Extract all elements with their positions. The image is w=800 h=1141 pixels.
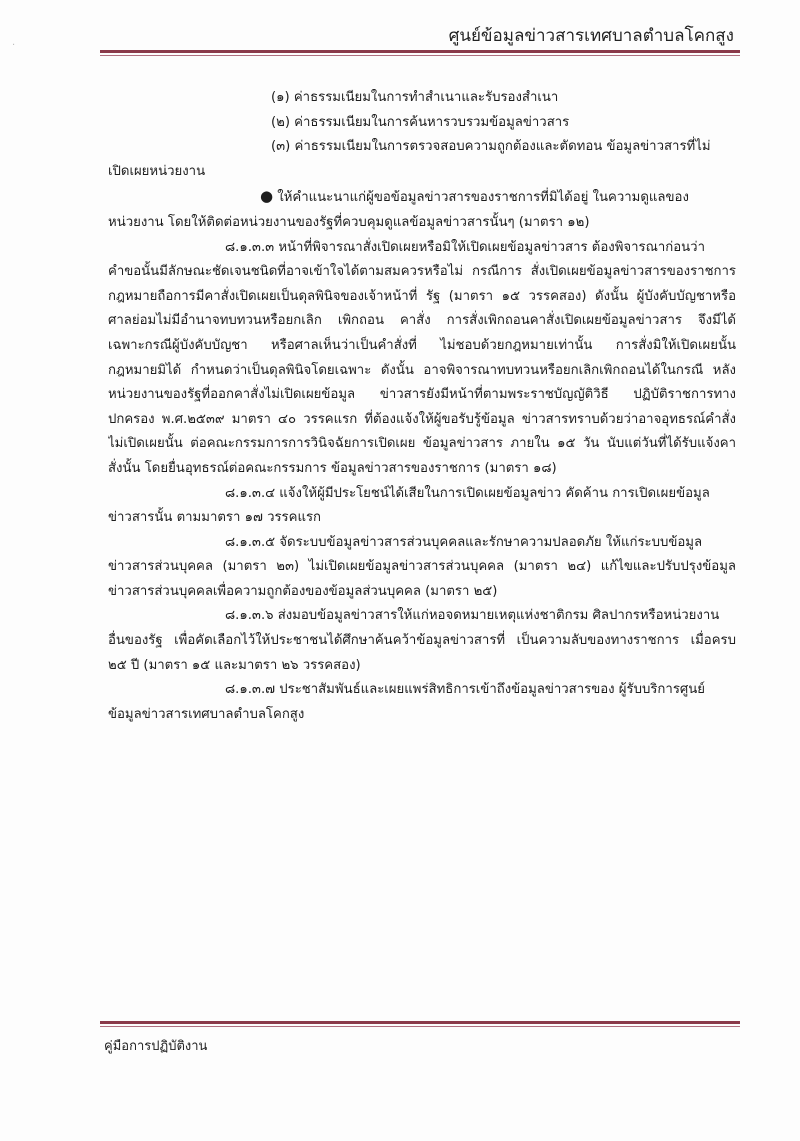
bullet-line-2: หน่วยงาน โดยให้ติดต่อหน่วยงานของรัฐที่ควบคุมดูแลข้อมูลข่าวสารนั้นๆ (มาตรา ๑๒) [108, 214, 590, 230]
para-8135-line: ข่าวสารส่วนบุคคลเพื่อความถูกต้องของข้อมูลส่วนบุคคล (มาตรา ๒๕) [108, 583, 498, 599]
bullet-line-1 [108, 184, 736, 211]
para-8133-line: ปกครอง พ.ศ.๒๕๓๙ มาตรา ๔๐ วรรคแรก ที่ต้องแจ้งให้ผู้ขอรับรู้ข้อมูล ข่าวสารทราบด้วยว่าอาจอุทธรณ์คำสั่ง [108, 411, 736, 427]
para-8133-line: กฎหมายมิได้ กำหนดว่าเป็นดุลพินิจโดยเฉพาะ ดังนั้น อาจพิจารณาทบทวนหรือยกเลิกเพิกถอนได้ในกรณี หลัง [108, 362, 736, 378]
para-8133-line: ๘.๑.๓.๓ หน้าที่พิจารณาสั่งเปิดเผยหรือมิให้เปิดเผยข้อมูลข่าวสาร ต้องพิจารณาก่อนว่า [225, 239, 705, 255]
fee-item-2: (๒) ค่าธรรมเนียมในการค้นหารวบรวมข้อมูลข่าวสาร [271, 114, 570, 130]
para-8134-line: ๘.๑.๓.๔ แจ้งให้ผู้มีประโยชน์ได้เสียในการเปิดเผยข้อมูลข่าว คัดค้าน การเปิดเผยข้อมูล [225, 485, 710, 501]
para-8135-line: ข่าวสารส่วนบุคคล (มาตรา ๒๓) ไม่เปิดเผยข้อมูลข่าวสารส่วนบุคคล (มาตรา ๒๔) แก้ไขและปรับปรุงข้อมูล [108, 559, 736, 575]
header-title: ศูนย์ข้อมูลข่าวสารเทศบาลตำบลโคกสูง [448, 26, 734, 46]
bullet-icon: ● [260, 187, 274, 206]
footer-rule [100, 1021, 740, 1027]
para-8136-line: ๒๕ ปี (มาตรา ๑๕ และมาตรา ๒๖ วรรคสอง) [108, 657, 361, 673]
para-8133-line: เฉพาะกรณีผู้บังคับบัญชา หรือศาลเห็นว่าเป็นคำสั่งที่ ไม่ชอบด้วยกฎหมายเท่านั้น การสั่งมิให้เปิดเผยนั้น [108, 337, 736, 353]
footer-text: คู่มือการปฏิบัติงาน [104, 1039, 208, 1054]
para-8133-line: ไม่เปิดเผยนั้น ต่อคณะกรรมการการวินิจฉัยการเปิดเผย ข้อมูลข่าวสาร ภายใน ๑๕ วัน นับแต่วันที่ได้รับแจ้งคา [108, 436, 736, 452]
fee-item-3: (๓) ค่าธรรมเนียมในการตรวจสอบความถูกต้องและตัดทอน ข้อมูลข่าวสารที่ไม่ [271, 139, 711, 155]
bullet-text: ให้คำแนะนาแก่ผู้ขอข้อมูลข่าวสารของราชการที่มิได้อยู่ ในความดูแลของ [273, 190, 689, 206]
para-8134-line: ข่าวสารนั้น ตามมาตรา ๑๗ วรรคแรก [108, 510, 322, 526]
para-8133-line: กฎหมายถือการมีคาสั่งเปิดเผยเป็นดุลพินิจของเจ้าหน้าที่ รัฐ (มาตรา ๑๕ วรรคสอง) ดังนั้น ผู้บังคับบัญชาหรือ [108, 288, 736, 304]
para-8136-line: อื่นของรัฐ เพื่อคัดเลือกไว้ให้ประชาชนได้ศึกษาค้นคว้าข้อมูลข่าวสารที่ เป็นความลับของทางราชการ เมื่อครบ [108, 633, 736, 649]
para-8135-line: ๘.๑.๓.๕ จัดระบบข้อมูลข่าวสารส่วนบุคคลและรักษาความปลอดภัย ให้แก่ระบบข้อมูล [225, 534, 703, 550]
header-rule [100, 50, 740, 56]
para-8133-line: สั่งนั้น โดยยื่นอุทธรณ์ต่อคณะกรรมการ ข้อมูลข่าวสารของราชการ (มาตรา ๑๘) [108, 460, 557, 476]
para-8137-line: ข้อมูลข่าวสารเทศบาลตำบลโคกสูง [108, 706, 305, 722]
para-8136-line: ๘.๑.๓.๖ ส่งมอบข้อมูลข่าวสารให้แก่หอจดหมายเหตุแห่งชาติกรม ศิลปากรหรือหน่วยงาน [225, 608, 720, 624]
para-8137-line: ๘.๑.๓.๗ ประชาสัมพันธ์และเผยแพร่สิทธิการเข้าถึงข้อมูลข่าวสารของ ผู้รับบริการศูนย์ [225, 682, 706, 698]
fee-item-3-continuation: เปิดเผยหน่วยงาน [108, 163, 206, 179]
fee-item-1: (๑) ค่าธรรมเนียมในการทำสำเนาและรับรองสำเนา [271, 90, 559, 105]
para-8133-line: คำขอนั้นมีลักษณะชัดเจนชนิดที่อาจเข้าใจได้ตามสมควรหรือไม่ กรณีการ สั่งเปิดเผยข้อมูลข่าวสารของราชการ [108, 264, 736, 280]
para-8133-line: ศาลย่อมไม่มีอำนาจทบทวนหรือยกเลิก เพิกถอน คาสั่ง การสั่งเพิกถอนคาสั่งเปิดเผยข้อมูลข่าวสาร จึงมีได้ [108, 313, 736, 329]
margin-mark: · [12, 40, 16, 51]
para-8133-line: หน่วยงานของรัฐที่ออกคาสั่งไม่เปิดเผยข้อมูล ข่าวสารยังมีหน้าที่ตามพระราชบัญญัติวิธี ปฏิบัติราชการทาง [108, 387, 736, 403]
document-body [108, 86, 736, 727]
